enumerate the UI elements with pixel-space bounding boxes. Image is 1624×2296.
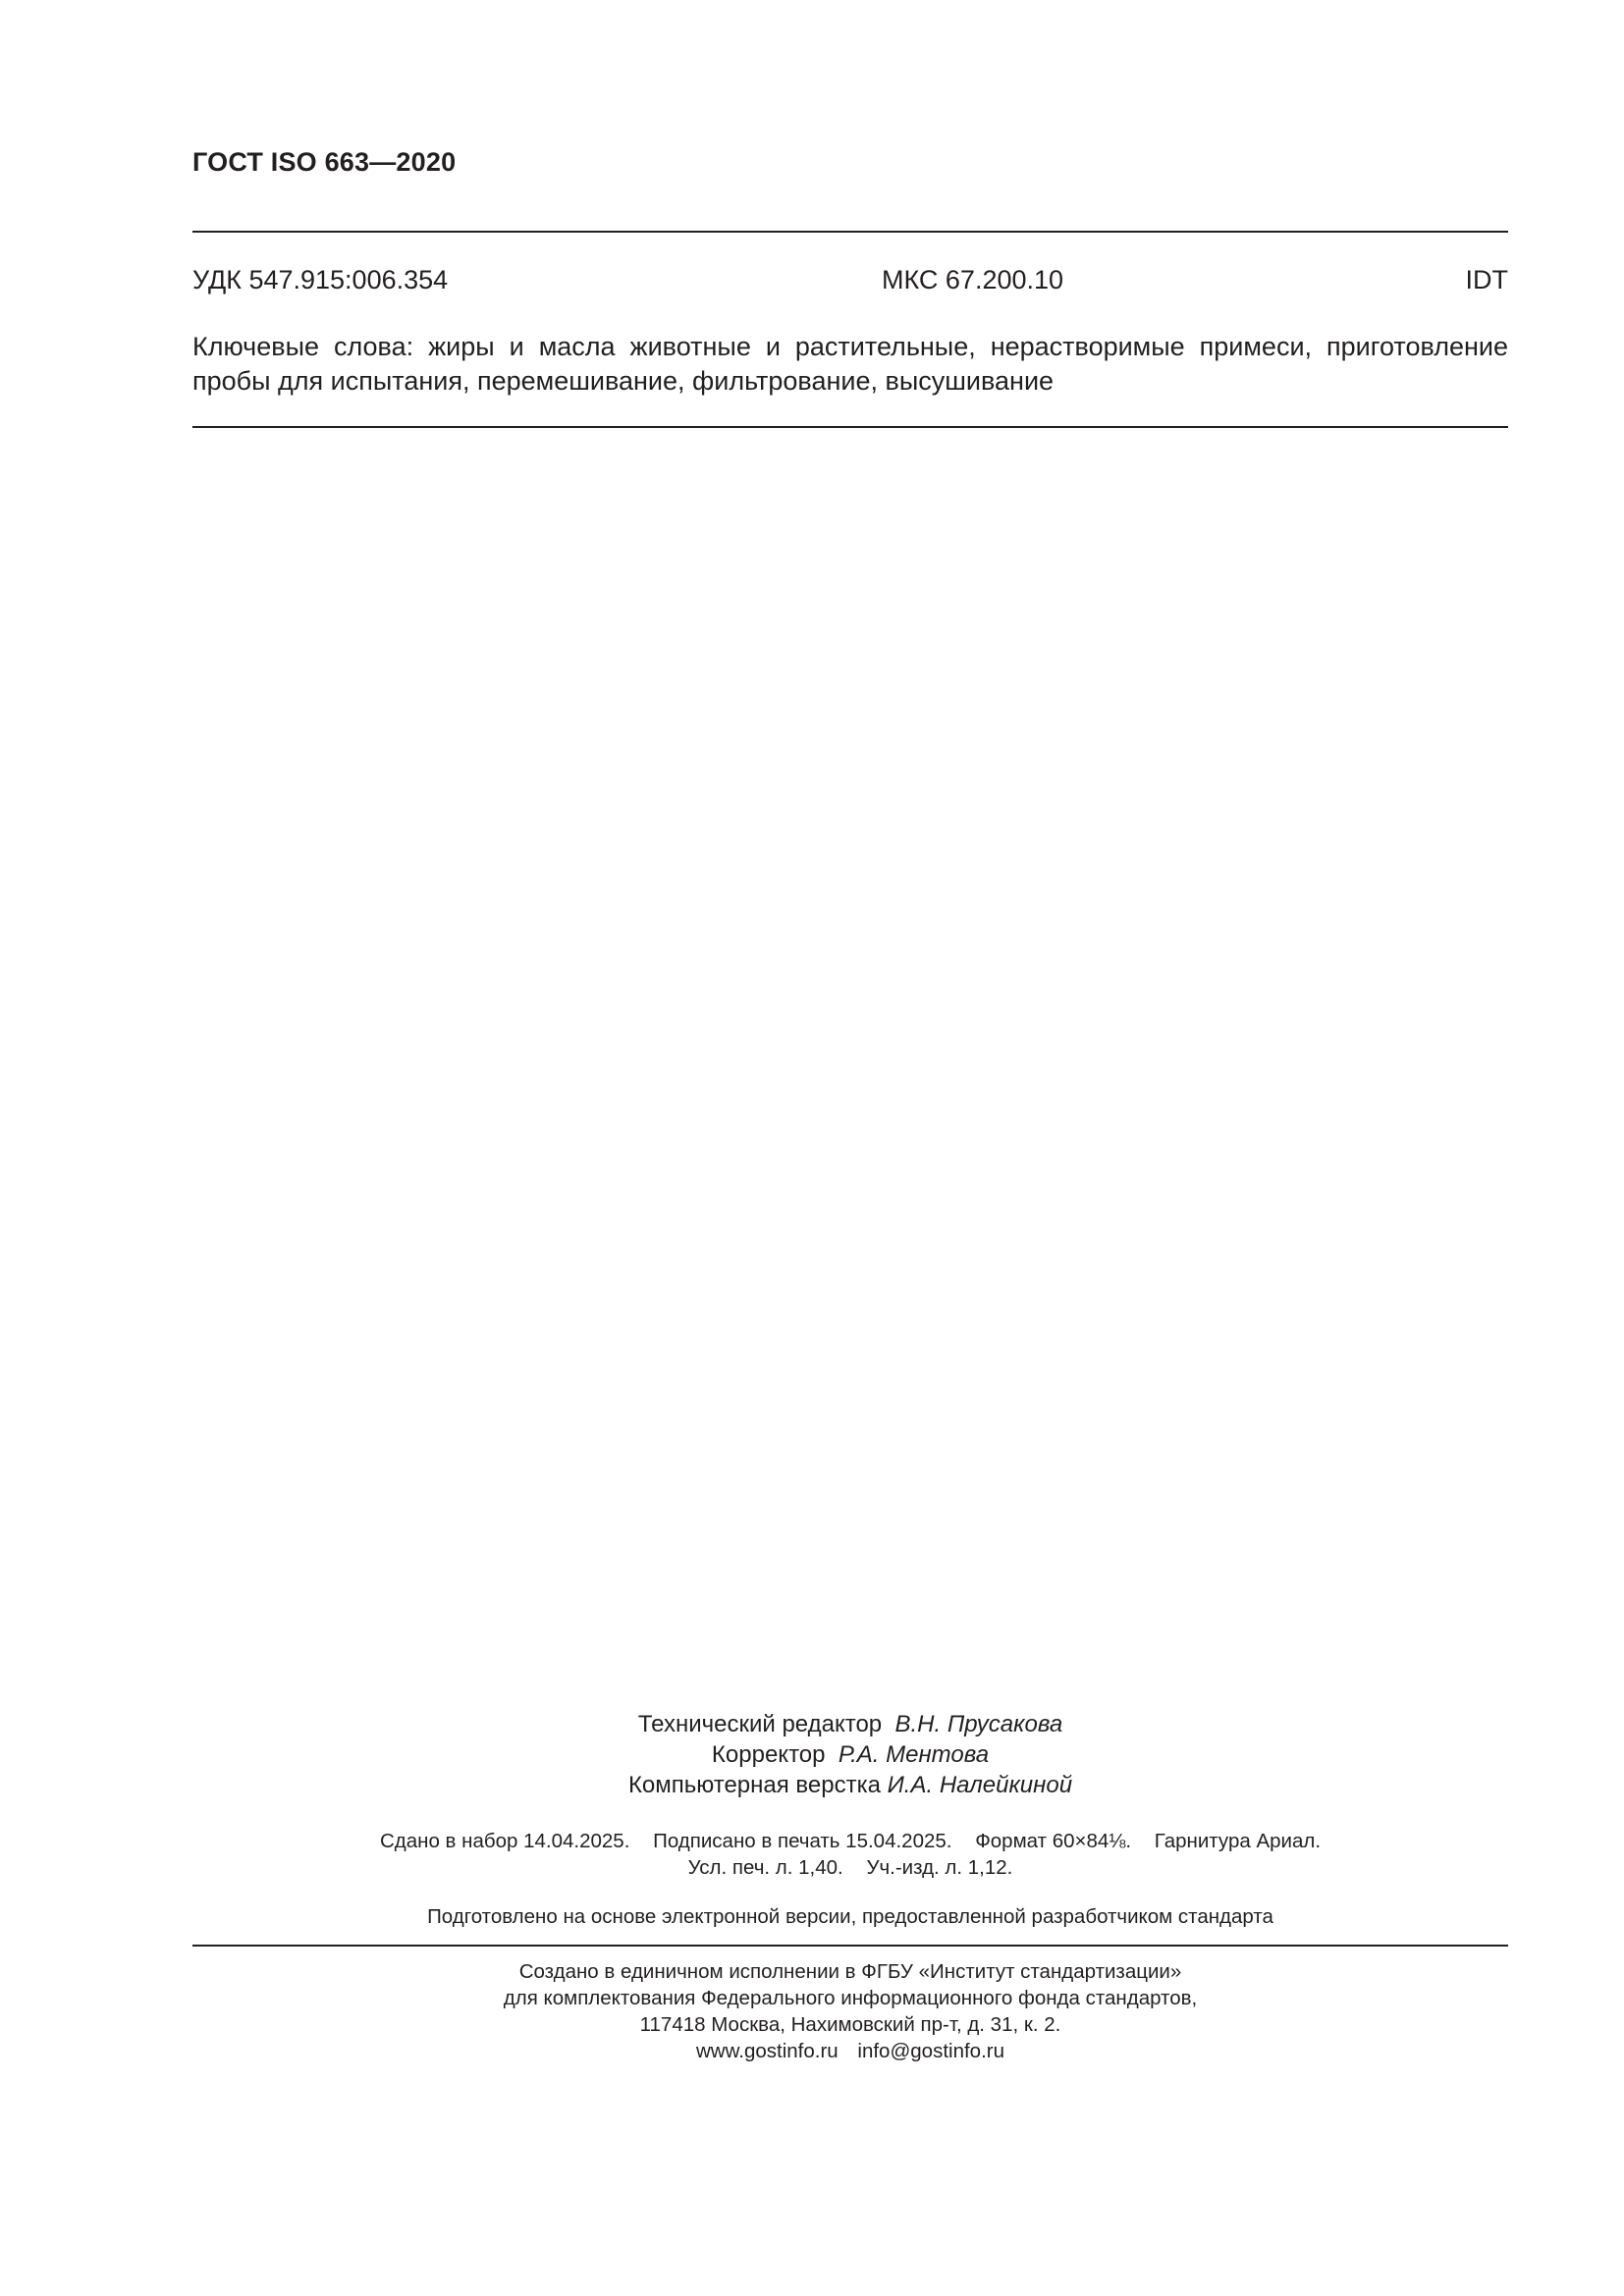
- submitted-date: Сдано в набор 14.04.2025.: [379, 1830, 630, 1852]
- editor-name: Р.А. Ментова: [838, 1741, 990, 1768]
- classification-row: [192, 265, 1508, 298]
- layout-editor: [192, 1770, 1508, 1800]
- keywords-line: Ключевые слова: жиры и масла животные и растительные, нерастворимые примеси, приготовление: [192, 332, 1508, 361]
- publisher-block: [192, 1958, 1508, 2064]
- keywords-line: пробы для испытания, перемешивание, фильтрование, высушивание: [192, 366, 1055, 396]
- publisher-line: для комплектования Федерального информационного фонда стандартов,: [503, 1987, 1198, 2009]
- footer-divider: [192, 1945, 1508, 1947]
- print-info-row: [192, 1854, 1508, 1881]
- print-info-block: [192, 1828, 1508, 1881]
- print-info-row: [192, 1828, 1508, 1854]
- typeface: Гарнитура Ариал.: [1154, 1830, 1322, 1852]
- standard-designation: ГОСТ ISO 663—2020: [192, 147, 457, 177]
- correspondence-degree: IDT: [1465, 265, 1508, 294]
- prepared-note: Подготовлено на основе электронной версии, предоставленной разработчиком стандарта: [427, 1905, 1273, 1928]
- print-sheets: Усл. печ. л. 1,40.: [687, 1856, 843, 1879]
- technical-editor: [192, 1709, 1508, 1739]
- top-divider: [192, 231, 1508, 233]
- publisher-contacts: [192, 2038, 1508, 2064]
- editors-block: [192, 1709, 1508, 1800]
- editor-role: Корректор: [711, 1741, 826, 1768]
- signed-date: Подписано в печать 15.04.2025.: [653, 1830, 952, 1852]
- website-link[interactable]: www.gostinfo.ru: [696, 2040, 839, 2062]
- mks-code: МКС 67.200.10: [882, 265, 1064, 294]
- publisher-line: Создано в единичном исполнении в ФГБУ «Институт стандартизации»: [518, 1960, 1182, 1983]
- email-link[interactable]: info@gostinfo.ru: [857, 2040, 1004, 2062]
- keywords-block: [192, 330, 1508, 399]
- proofreader: [192, 1739, 1508, 1770]
- publisher-address: 117418 Москва, Нахимовский пр-т, д. 31, к. 2.: [639, 2013, 1061, 2036]
- udk-code: УДК 547.915:006.354: [192, 265, 449, 294]
- editor-role: Компьютерная верстка: [627, 1772, 881, 1798]
- editor-name: В.Н. Прусакова: [894, 1711, 1063, 1737]
- editor-role: Технический редактор: [637, 1711, 883, 1737]
- publication-sheets: Уч.-изд. л. 1,12.: [866, 1856, 1013, 1879]
- editor-name: И.А. Налейкиной: [887, 1772, 1073, 1798]
- keywords-divider: [192, 426, 1508, 428]
- paper-format: Формат 60×84⅛.: [975, 1830, 1132, 1852]
